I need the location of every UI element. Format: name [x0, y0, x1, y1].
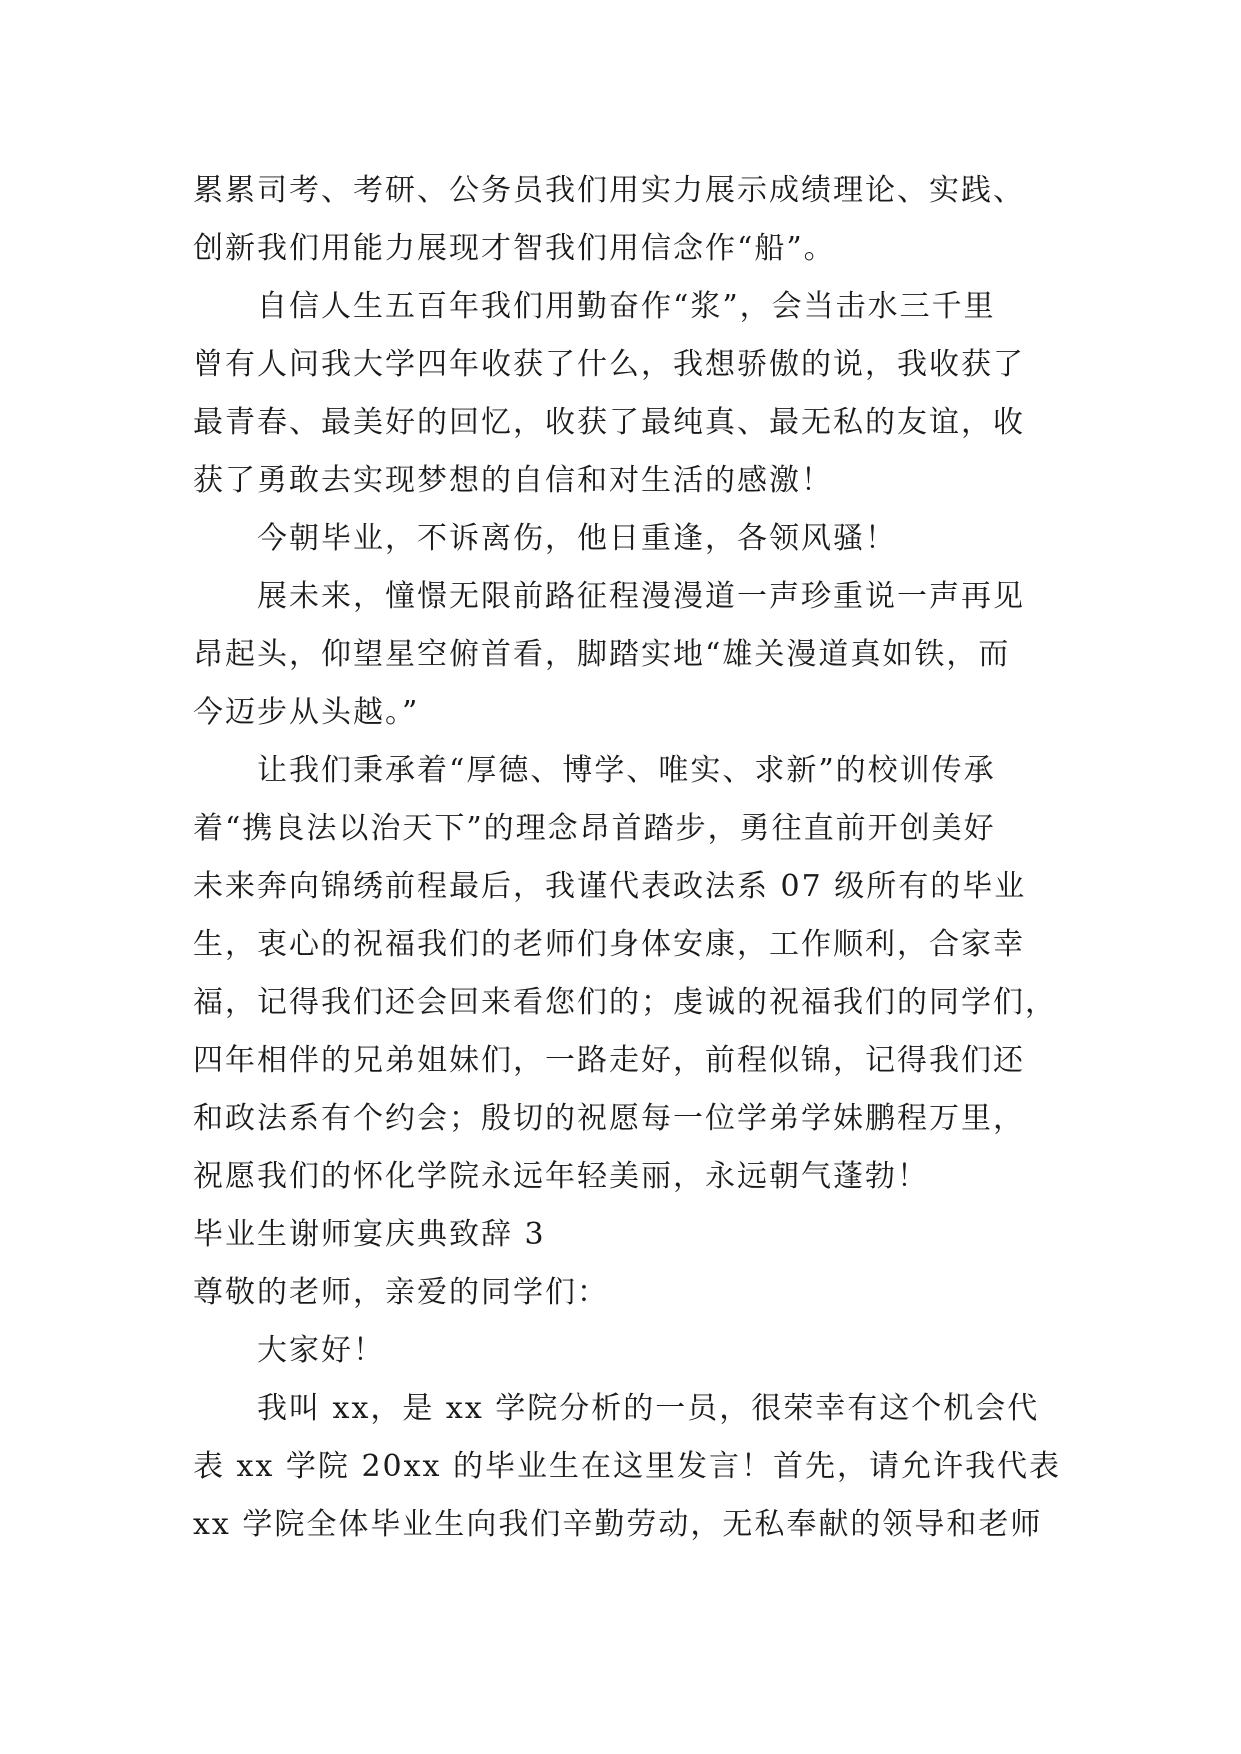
- text-line: 着“携良法以治天下”的理念昂首踏步，勇往直前开创美好: [193, 811, 996, 846]
- section-heading: 毕业生谢师宴庆典致辞 3: [193, 1217, 546, 1252]
- text-line: 祝愿我们的怀化学院永远年轻美丽，永远朝气蓬勃！: [193, 1159, 929, 1194]
- text-line: 福，记得我们还会回来看您们的；虔诚的祝福我们的同学们，: [193, 985, 1057, 1020]
- text-line: 曾有人问我大学四年收获了什么，我想骄傲的说，我收获了: [193, 347, 1025, 382]
- document-body: [193, 162, 1073, 1554]
- text-line: 表 xx 学院 20xx 的毕业生在这里发言！首先，请允许我代表: [193, 1449, 1061, 1484]
- text-line: 昂起头，仰望星空俯首看，脚踏实地“雄关漫道真如铁，而: [193, 637, 1011, 672]
- greeting: 大家好！: [257, 1333, 385, 1368]
- text-line: 最青春、最美好的回忆，收获了最纯真、最无私的友谊，收: [193, 405, 1025, 440]
- text-line: 自信人生五百年我们用勤奋作“浆”，会当击水三千里: [257, 289, 996, 324]
- text-line: 今迈步从头越。”: [193, 695, 420, 730]
- text-line: 生，衷心的祝福我们的老师们身体安康，工作顺利，合家幸: [193, 927, 1025, 962]
- text-line: xx 学院全体毕业生向我们辛勤劳动，无私奉献的领导和老师: [193, 1507, 1043, 1542]
- text-line: 让我们秉承着“厚德、博学、唯实、求新”的校训传承: [257, 753, 996, 788]
- text-line: 四年相伴的兄弟姐妹们，一路走好，前程似锦，记得我们还: [193, 1043, 1025, 1078]
- text-line: 展未来，憧憬无限前路征程漫漫道一声珍重说一声再见: [257, 579, 1025, 614]
- text-line: 创新我们用能力展现才智我们用信念作“船”。: [193, 231, 836, 266]
- text-line: 今朝毕业，不诉离伤，他日重逢，各领风骚！: [257, 521, 897, 556]
- salutation: 尊敬的老师，亲爱的同学们：: [193, 1275, 609, 1310]
- text-line: 和政法系有个约会；殷切的祝愿每一位学弟学妹鹏程万里，: [193, 1101, 1025, 1136]
- text-line: 获了勇敢去实现梦想的自信和对生活的感激！: [193, 463, 833, 498]
- text-line: 我叫 xx，是 xx 学院分析的一员，很荣幸有这个机会代: [257, 1391, 1040, 1426]
- text-line: 累累司考、考研、公务员我们用实力展示成绩理论、实践、: [193, 173, 1025, 208]
- text-line: 未来奔向锦绣前程最后，我谨代表政法系 07 级所有的毕业: [193, 869, 1027, 904]
